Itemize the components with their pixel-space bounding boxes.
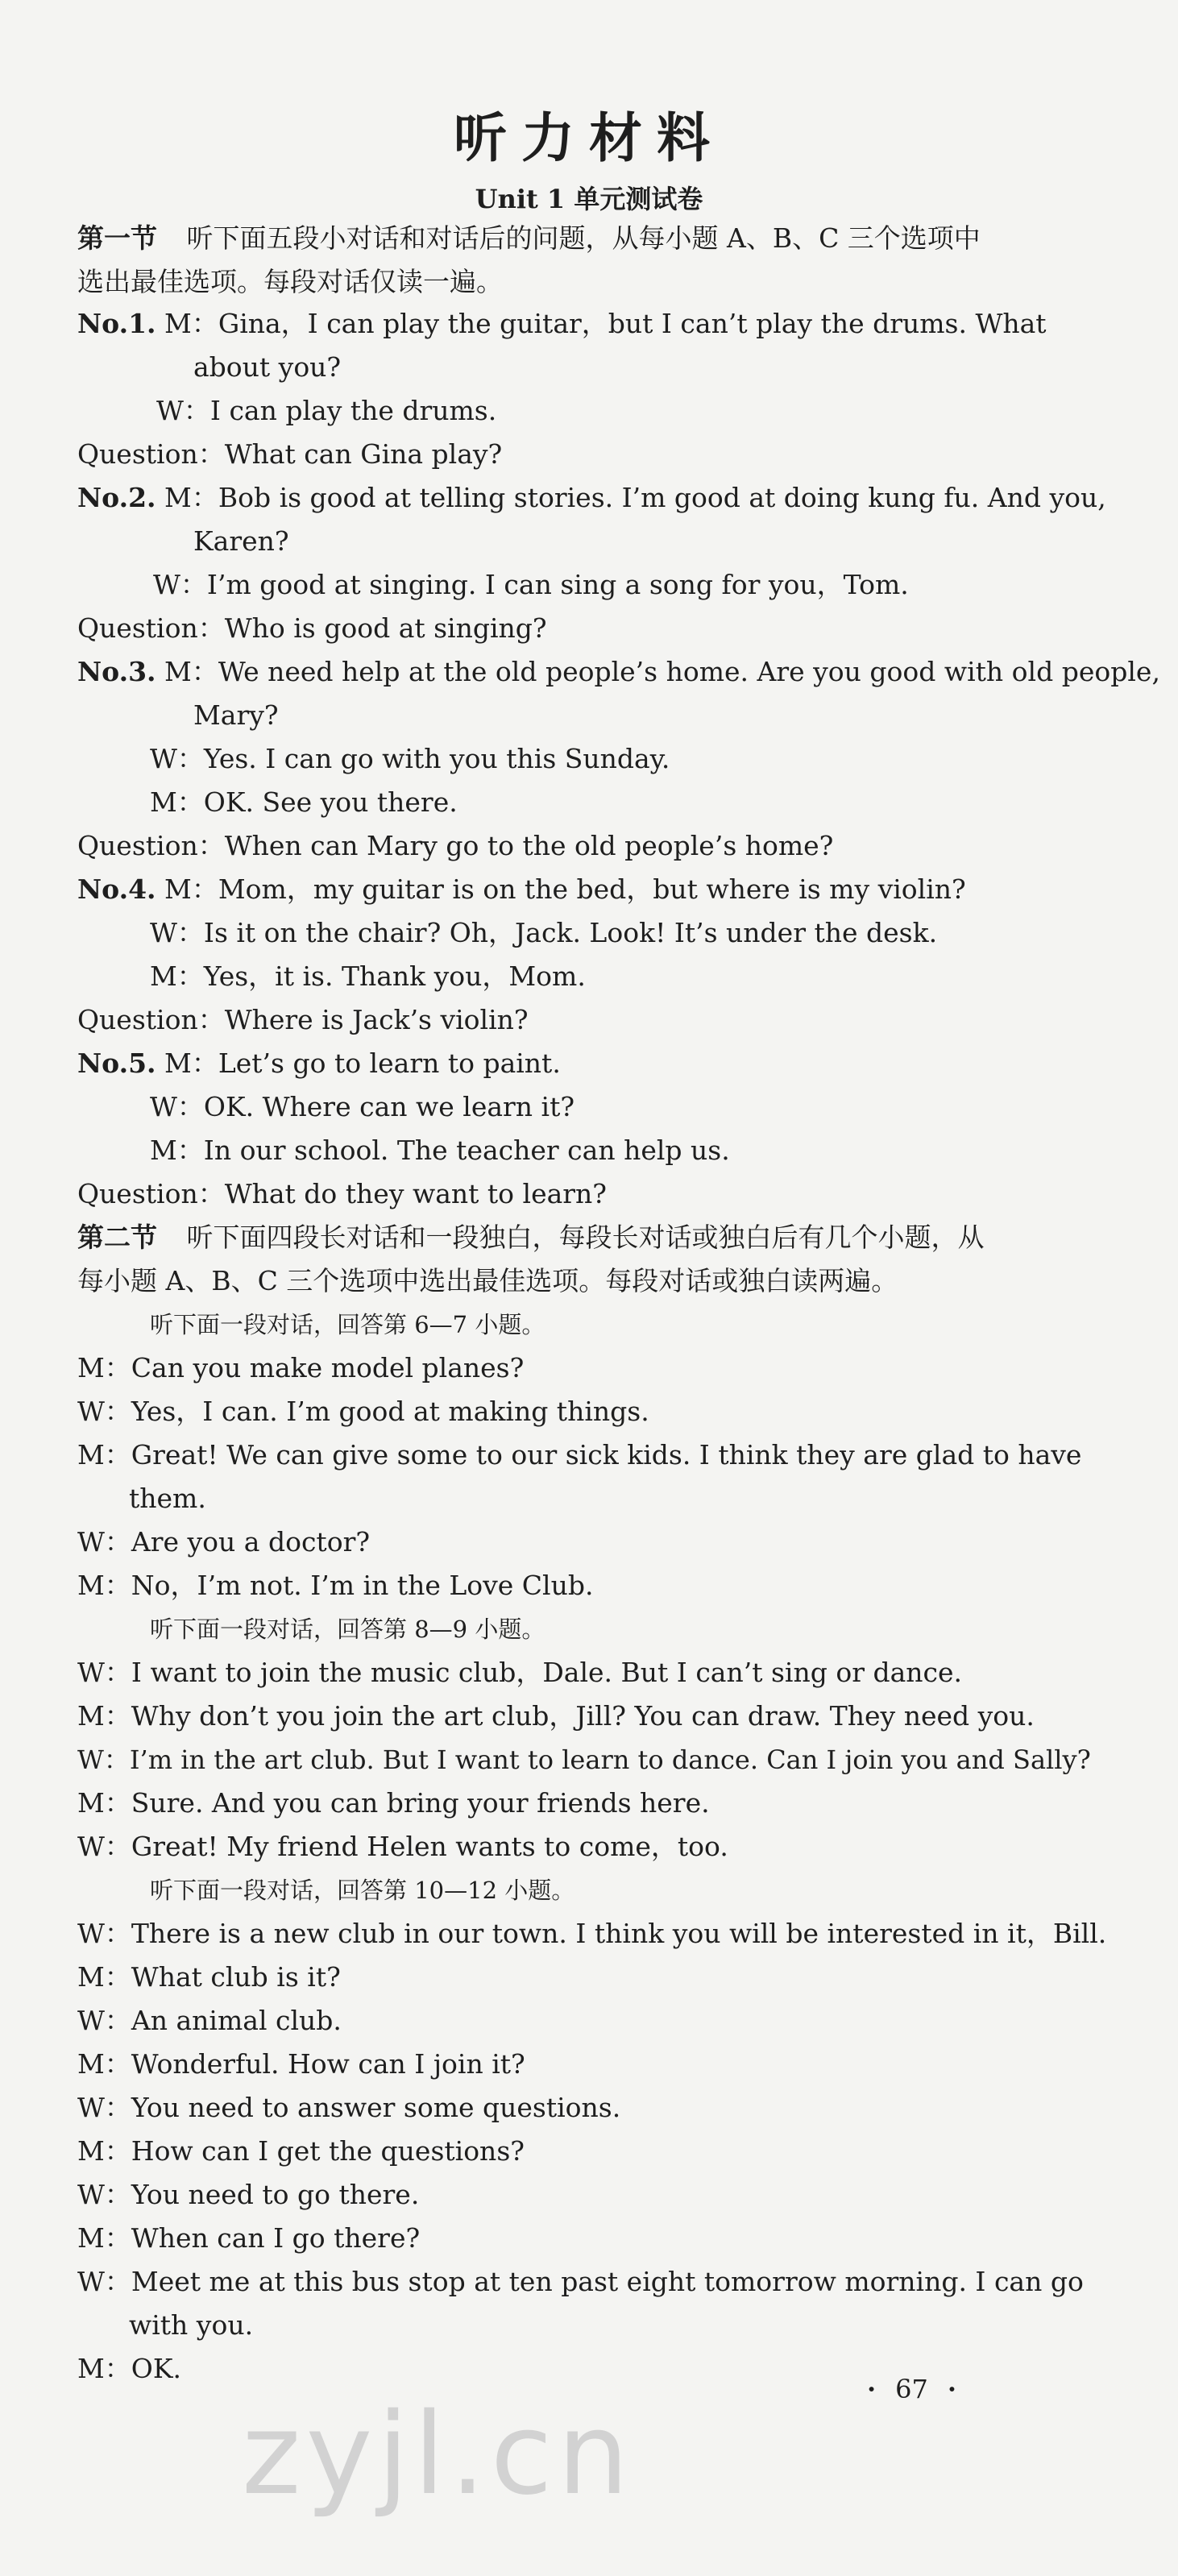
long-dialogue-3-intro: 听下面一段对话，回答第 10—12 小题。 bbox=[150, 1877, 575, 1904]
dialogue-2-number: No.2. bbox=[77, 482, 156, 513]
page-title: 听力材料 bbox=[454, 106, 724, 169]
dialogue-5-number: No.5. bbox=[77, 1047, 156, 1079]
long-dialogue-2-line5: W：Great! My friend Helen wants to come，too. bbox=[77, 1831, 728, 1862]
dialogue-3-m2: Mary? bbox=[193, 699, 279, 731]
long-dialogue-1-line3: M：Great! We can give some to our sick kids. I think they are glad to have bbox=[77, 1439, 1082, 1471]
section1-instruction-line2: 选出最佳选项。每段对话仅读一遍。 bbox=[77, 266, 503, 297]
long-dialogue-2-line4: M：Sure. And you can bring your friends here. bbox=[77, 1787, 710, 1819]
dialogue-2-m2: Karen? bbox=[193, 525, 289, 557]
dialogue-2-w: W：I’m good at singing. I can sing a song for you，Tom. bbox=[153, 569, 909, 600]
long-dialogue-3-line7: W：You need to go there. bbox=[77, 2179, 420, 2210]
dialogue-3-w: W：Yes. I can go with you this Sunday. bbox=[150, 743, 670, 774]
dialogue-3-m3: M：OK. See you there. bbox=[150, 786, 458, 818]
dialogue-2-line1 bbox=[77, 482, 1106, 514]
long-dialogue-1-line2: W：Yes，I can. I’m good at making things. bbox=[77, 1396, 649, 1427]
long-dialogue-1-line1: M：Can you make model planes? bbox=[77, 1352, 525, 1383]
long-dialogue-3-line3: W：An animal club. bbox=[77, 2005, 342, 2036]
long-dialogue-1-line5: W：Are you a doctor? bbox=[77, 1526, 371, 1558]
long-dialogue-3-line1: W：There is a new club in our town. I think you will be interested in it，Bill. bbox=[77, 1918, 1107, 1949]
long-dialogue-1-line4: them. bbox=[129, 1483, 206, 1514]
long-dialogue-3-line6: M：How can I get the questions? bbox=[77, 2135, 525, 2167]
dialogue-5-line1 bbox=[77, 1047, 561, 1080]
long-dialogue-3-line10: with you. bbox=[129, 2309, 254, 2341]
dialogue-1-w: W：I can play the drums. bbox=[156, 395, 497, 426]
dialogue-4-question: Question：Where is Jack’s violin? bbox=[77, 1004, 529, 1035]
page-number-block bbox=[867, 2374, 956, 2404]
dialogue-1-m1: M：Gina，I can play the guitar，but I can’t play the drums. What bbox=[164, 308, 1047, 339]
page-number-dot-right: · bbox=[947, 2374, 956, 2404]
section1-instruction-text1: 听下面五段小对话和对话后的问题，从每小题 A、B、C 三个选项中 bbox=[186, 222, 981, 254]
section2-instruction-text1: 听下面四段长对话和一段独白，每段长对话或独白后有几个小题，从 bbox=[186, 1222, 985, 1253]
dialogue-2-m1: M：Bob is good at telling stories. I’m good at doing kung fu. And you, bbox=[164, 482, 1106, 513]
dialogue-5-m1: M：Let’s go to learn to paint. bbox=[164, 1047, 561, 1079]
dialogue-3-question: Question：When can Mary go to the old people’s home? bbox=[77, 830, 834, 861]
dialogue-5-m2: M：In our school. The teacher can help us. bbox=[150, 1135, 730, 1166]
dialogue-1-question: Question：What can Gina play? bbox=[77, 438, 503, 470]
long-dialogue-3-line9: W：Meet me at this bus stop at ten past eight tomorrow morning. I can go bbox=[77, 2266, 1084, 2297]
dialogue-1-m2: about you? bbox=[193, 351, 342, 383]
dialogue-5-w: W：OK. Where can we learn it? bbox=[150, 1091, 575, 1122]
long-dialogue-2-line2: M：Why don’t you join the art club，Jill? You can draw. They need you. bbox=[77, 1700, 1035, 1732]
long-dialogue-1-intro: 听下面一段对话，回答第 6—7 小题。 bbox=[150, 1311, 545, 1338]
dialogue-1-line1 bbox=[77, 308, 1117, 340]
dialogue-4-m2: M：Yes，it is. Thank you，Mom. bbox=[150, 960, 586, 992]
dialogue-3-m1: M：We need help at the old people’s home. Are you good with old people, bbox=[164, 656, 1160, 687]
long-dialogue-2-intro: 听下面一段对话，回答第 8—9 小题。 bbox=[150, 1616, 545, 1643]
long-dialogue-3-line2: M：What club is it? bbox=[77, 1961, 341, 1993]
long-dialogue-2-line3: W：I’m in the art club. But I want to learn to dance. Can I join you and Sally? bbox=[77, 1744, 1091, 1775]
dialogue-2-question: Question：Who is good at singing? bbox=[77, 612, 547, 644]
section2-heading: 第二节 bbox=[77, 1222, 157, 1253]
dialogue-1-number: No.1. bbox=[77, 308, 156, 339]
page-number: 67 bbox=[895, 2374, 928, 2404]
page-subtitle: Unit 1 单元测试卷 bbox=[475, 184, 703, 214]
section1-instruction-line1 bbox=[77, 222, 1117, 255]
long-dialogue-3-line11: M：OK. bbox=[77, 2353, 181, 2384]
long-dialogue-3-line5: W：You need to answer some questions. bbox=[77, 2092, 621, 2123]
dialogue-5-question: Question：What do they want to learn? bbox=[77, 1178, 607, 1209]
section1-heading: 第一节 bbox=[77, 222, 157, 254]
section2-instruction-line2: 每小题 A、B、C 三个选项中选出最佳选项。每段对话或独白读两遍。 bbox=[77, 1265, 898, 1296]
long-dialogue-1-line6: M：No，I’m not. I’m in the Love Club. bbox=[77, 1570, 594, 1601]
dialogue-3-line1 bbox=[77, 656, 1160, 688]
dialogue-4-number: No.4. bbox=[77, 873, 156, 905]
dialogue-3-number: No.3. bbox=[77, 656, 156, 687]
dialogue-4-w: W：Is it on the chair? Oh，Jack. Look! It’s under the desk. bbox=[150, 917, 938, 948]
watermark: zyjl.cn bbox=[242, 2389, 634, 2520]
long-dialogue-3-line4: M：Wonderful. How can I join it? bbox=[77, 2048, 525, 2080]
long-dialogue-3-line8: M：When can I go there? bbox=[77, 2222, 421, 2254]
section2-instruction-line1 bbox=[77, 1222, 1117, 1254]
page-number-dot-left: · bbox=[867, 2374, 877, 2404]
dialogue-4-m1: M：Mom，my guitar is on the bed，but where is my violin? bbox=[164, 873, 966, 905]
long-dialogue-2-line1: W：I want to join the music club，Dale. But I can’t sing or dance. bbox=[77, 1657, 963, 1688]
dialogue-4-line1 bbox=[77, 873, 966, 906]
